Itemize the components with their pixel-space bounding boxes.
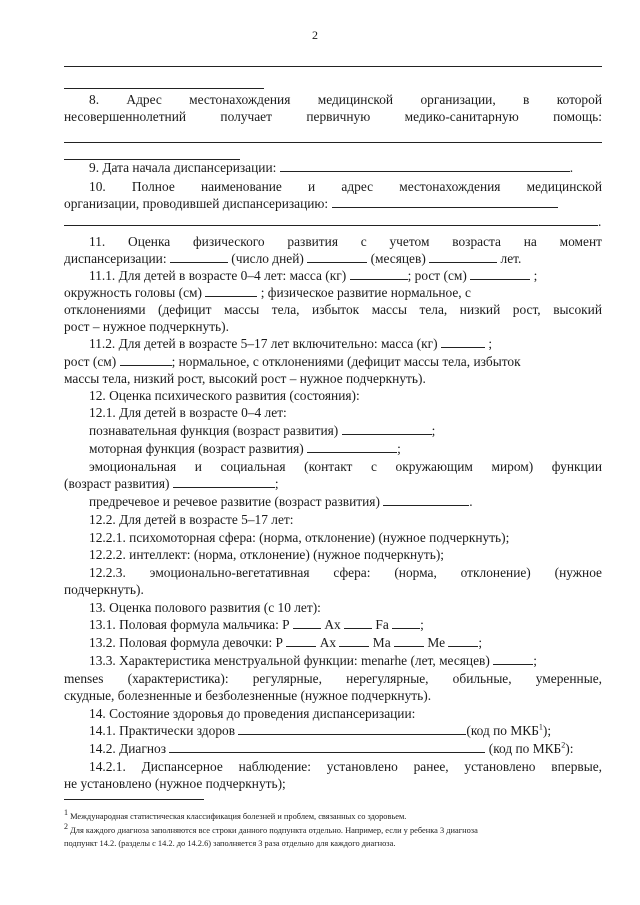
section-12-2-2: 12.2.2. интеллект: (норма, отклонение) (нужное подчеркнуть); xyxy=(89,547,445,562)
section-11-line-1: 11. Оценка физического развития с учетом возраста на момент xyxy=(89,234,602,249)
footnote-ref-2: 2 xyxy=(561,740,566,750)
healthy-line xyxy=(89,723,602,740)
diagnosis-label: 14.2. Диагноз xyxy=(89,741,167,756)
semicolon: ; xyxy=(488,336,493,351)
height-label: ; рост (см) xyxy=(407,268,467,283)
section-8-line-2: несовершеннолетний получает первичную медико-санитарную помощь: xyxy=(64,109,602,124)
menses-line-2: скудные, болезненные и безболезненные (нужное подчеркнуть). xyxy=(64,688,432,703)
organization-field-2[interactable] xyxy=(64,214,598,226)
height-label-2: рост (см) xyxy=(64,354,117,369)
section-10-label: организации, проводившей диспансеризацию: xyxy=(64,196,329,211)
height-field-2[interactable] xyxy=(120,354,172,366)
section-14-title: 14. Состояние здоровья до проведения диспансеризации: xyxy=(89,706,416,721)
girl-p-field[interactable] xyxy=(286,635,316,647)
fill-line xyxy=(64,66,602,67)
me-label: Ме xyxy=(427,635,446,650)
section-13-title: 13. Оценка полового развития (с 10 лет): xyxy=(89,600,321,615)
girl-ax-field[interactable] xyxy=(339,635,369,647)
footnote-1-text: Международная статистическая классификация болезней и проблем, связанных со здоровьем. xyxy=(70,812,407,821)
dispensary-line-1: 14.2.1. Диспансерное наблюдение: установлено ранее, установлено впервые, xyxy=(89,759,602,774)
section-9-label: 9. Дата начала диспансеризации: xyxy=(89,160,277,175)
icd-label: (код по МКБ xyxy=(466,723,539,738)
menarhe-field[interactable] xyxy=(493,653,533,665)
days-field[interactable] xyxy=(170,251,228,263)
footnote-divider xyxy=(64,799,204,800)
section-11-2-line-2 xyxy=(64,354,602,371)
organization-field[interactable] xyxy=(332,196,558,208)
section-8-line-1: 8. Адрес местонахождения медицинской организации, в которой xyxy=(89,92,602,107)
section-11-2-line-1 xyxy=(89,336,602,353)
speech-field[interactable] xyxy=(383,494,469,506)
period: . xyxy=(469,494,473,509)
emotional-line-2 xyxy=(64,476,602,493)
ax-label: Ах xyxy=(319,635,337,650)
days-unit: (число дней) xyxy=(231,251,304,266)
boy-p-field[interactable] xyxy=(293,617,321,629)
girl-ma-field[interactable] xyxy=(394,635,424,647)
section-11-1-line-1 xyxy=(89,268,602,285)
healthy-field[interactable] xyxy=(238,723,466,735)
speech-line xyxy=(89,494,602,511)
footnote-2-marker: 2 xyxy=(64,822,68,832)
footnote-2-continued: подпункт 14.2. (разделы с 14.2. до 14.2.6) заполняется 3 раза отдельно для каждого диагноза. xyxy=(64,839,396,848)
section-9-line xyxy=(89,160,602,177)
girl-formula-label: 13.2. Половая формула девочки: Р xyxy=(89,635,283,650)
years-unit: лет. xyxy=(500,251,522,266)
boy-ax-field[interactable] xyxy=(344,617,372,629)
section-12-2-3-line-2: подчеркнуть). xyxy=(64,582,144,597)
section-11-label: диспансеризации: xyxy=(64,251,167,266)
mass-label: 11.1. Для детей в возрасте 0–4 лет: масса (кг) xyxy=(89,268,347,283)
diagnosis-field[interactable] xyxy=(169,741,485,753)
emotional-field[interactable] xyxy=(173,476,275,488)
semicolon: ; xyxy=(533,653,537,668)
semicolon: ; xyxy=(478,635,483,650)
mass-field-2[interactable] xyxy=(441,336,485,348)
head-circumference-field[interactable] xyxy=(205,285,257,297)
section-10-line-1: 10. Полное наименование и адрес местонахождения медицинской xyxy=(89,179,602,194)
mass-label-2: 11.2. Для детей в возрасте 5–17 лет включительно: масса (кг) xyxy=(89,336,438,351)
section-11-2-line-3: массы тела, низкий рост, высокий рост – нужное подчеркнуть). xyxy=(64,371,426,386)
semicolon: ; xyxy=(420,617,424,632)
norm-label: ; нормальное, с отклонениями (дефицит массы тела, избыток xyxy=(171,354,521,369)
icd-label: (код по МКБ xyxy=(488,741,562,756)
boy-fa-field[interactable] xyxy=(392,617,420,629)
section-11-1-line-2 xyxy=(64,285,602,302)
height-field[interactable] xyxy=(470,268,530,280)
period: . xyxy=(569,160,574,175)
section-12-line-1: 12. Оценка психического развития (состояния): xyxy=(89,388,360,403)
months-field[interactable] xyxy=(307,251,367,263)
emotional-line-1: эмоциональная и социальная (контакт с окружающим миром) функции xyxy=(89,459,602,474)
years-field[interactable] xyxy=(429,251,497,263)
motor-line xyxy=(89,441,602,458)
section-12-2-1: 12.2.1. психомоторная сфера: (норма, отклонение) (нужное подчеркнуть); xyxy=(89,530,510,545)
speech-label: предречевое и речевое развитие (возраст развития) xyxy=(89,494,380,509)
section-11-1-line-3: отклонениями (дефицит массы тела, избыток массы тела, низкий рост, высокий xyxy=(64,302,602,317)
girl-formula-line xyxy=(89,635,602,652)
diagnosis-line xyxy=(89,741,602,758)
head-label: окружность головы (см) xyxy=(64,285,202,300)
motor-field[interactable] xyxy=(307,441,397,453)
section-12-1-title: 12.1. Для детей в возрасте 0–4 лет: xyxy=(89,405,287,420)
girl-me-field[interactable] xyxy=(448,635,478,647)
menstrual-line xyxy=(89,653,602,670)
page-number: 2 xyxy=(312,28,318,42)
menses-line-1: menses (характеристика): регулярные, нерегулярные, обильные, умеренные, xyxy=(64,671,602,686)
footnote-ref-1: 1 xyxy=(538,722,543,732)
cognitive-line xyxy=(89,423,602,440)
months-unit: (месяцев) xyxy=(370,251,426,266)
menarhe-label: 13.3. Характеристика менструальной функции: menarhe (лет, месяцев) xyxy=(89,653,490,668)
section-12-2-title: 12.2. Для детей в возрасте 5–17 лет: xyxy=(89,512,294,527)
mass-field[interactable] xyxy=(350,268,408,280)
footnote-2 xyxy=(64,822,604,836)
fill-line xyxy=(64,142,602,143)
fa-label: Fa xyxy=(375,617,389,632)
footnote-1 xyxy=(64,808,604,822)
section-10-line-2 xyxy=(64,196,602,213)
period: . xyxy=(598,214,602,229)
date-start-field[interactable] xyxy=(280,160,570,172)
closing: ); xyxy=(542,723,552,738)
healthy-label: 14.1. Практически здоров xyxy=(89,723,236,738)
section-11-1-line-4: рост – нужное подчеркнуть). xyxy=(64,319,229,334)
emotional-label: (возраст развития) xyxy=(64,476,170,491)
dispensary-line-2: не установлено (нужное подчеркнуть); xyxy=(64,776,286,791)
closing: ): xyxy=(565,741,574,756)
semicolon: ; xyxy=(533,268,538,283)
fill-line xyxy=(64,88,264,89)
footnote-2-text-1: Для каждого диагноза заполняются все строки данного подпункта отдельно. Например, если у ребенка 3 диагноза xyxy=(70,826,478,835)
section-11-line-2 xyxy=(64,251,602,268)
section-10-line-3 xyxy=(64,214,602,231)
semicolon: ; xyxy=(431,423,436,438)
ma-label: Ма xyxy=(372,635,391,650)
motor-label: моторная функция (возраст развития) xyxy=(89,441,304,456)
cognitive-label: познавательная функция (возраст развития) xyxy=(89,423,339,438)
section-12-2-3-line-1: 12.2.3. эмоционально-вегетативная сфера: (норма, отклонение) (нужное xyxy=(89,565,602,580)
footnote-1-marker: 1 xyxy=(64,808,68,818)
semicolon: ; xyxy=(274,476,279,491)
semicolon: ; xyxy=(397,441,401,456)
cognitive-field[interactable] xyxy=(342,423,432,435)
ax-label: Ах xyxy=(324,617,341,632)
development-label: ; физическое развитие нормальное, с xyxy=(260,285,471,300)
boy-formula-label: 13.1. Половая формула мальчика: Р xyxy=(89,617,290,632)
boy-formula-line xyxy=(89,617,602,634)
